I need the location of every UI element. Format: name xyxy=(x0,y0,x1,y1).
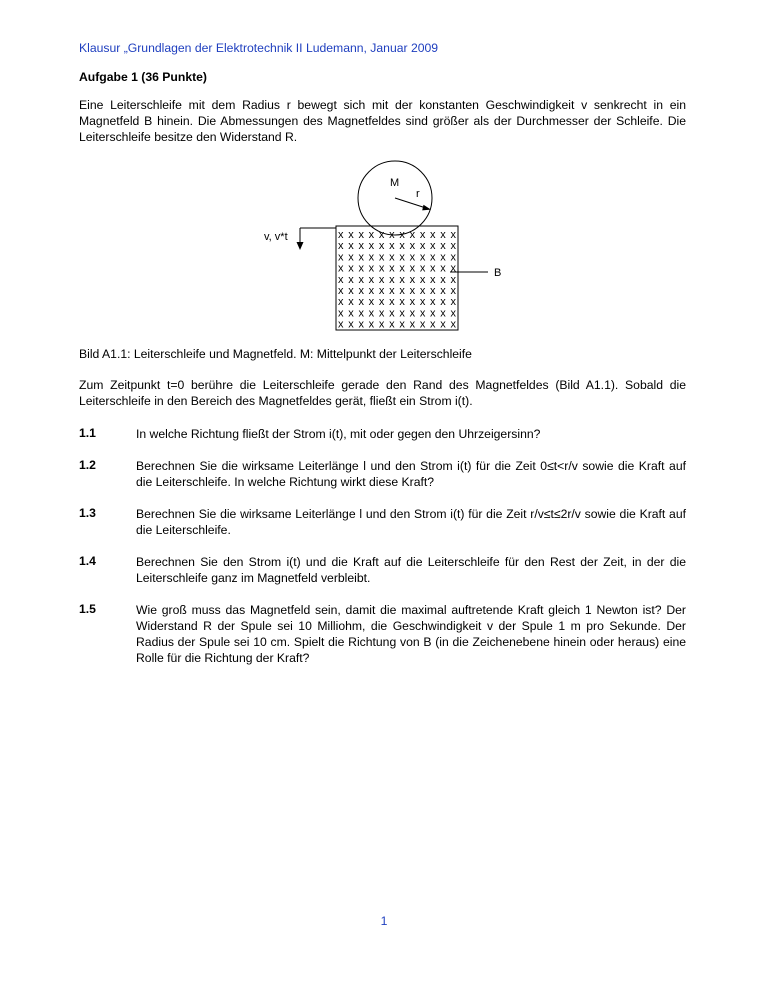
page-number: 1 xyxy=(380,914,388,928)
question-number: 1.2 xyxy=(79,458,96,472)
question-text: Wie groß muss das Magnetfeld sein, damit die maximal auftretende Kraft gleich 1 Newton ist? Der Widerstand R der Spule sei 10 Milliohm, die Geschwindigkeit v der Spule 1 m pro Sekunde. Der Radius der Spule sei 10 cm. Spielt die Richtung von B (in die Zeichenebene hinein oder heraus) eine Rolle für die Richtung der Kraft? xyxy=(136,603,686,665)
figure-loop-and-field xyxy=(250,160,520,340)
question-number: 1.5 xyxy=(79,602,96,616)
figure-diagram xyxy=(250,160,520,340)
field-mark-row: xxxxxxxxxxxx xyxy=(338,318,456,331)
field-mark-row: xxxxxxxxxxxx xyxy=(338,229,456,241)
question-number: 1.3 xyxy=(79,506,96,520)
question-item xyxy=(79,458,686,490)
field-marks xyxy=(338,229,457,331)
field-mark-row: xxxxxxxxxxxx xyxy=(338,296,456,309)
question-number: 1.1 xyxy=(79,426,96,440)
question-text: Berechnen Sie die wirksame Leiterlänge l und den Strom i(t) für die Zeit 0≤t<r/v sowie die Kraft auf die Leiterschleife. In welche Richtung wirkt diese Kraft? xyxy=(136,459,686,489)
question-item xyxy=(79,506,686,538)
field-mark-row: xxxxxxxxxxxx xyxy=(338,251,456,264)
radius-arrow-head xyxy=(422,205,431,211)
field-label: B xyxy=(494,267,502,279)
question-text: In welche Richtung fließt der Strom i(t), mit oder gegen den Uhrzeigersinn? xyxy=(136,427,541,441)
task-title: Aufgabe 1 (36 Punkte) xyxy=(79,70,207,84)
field-mark-row: xxxxxxxxxxxx xyxy=(338,307,456,320)
field-mark-row: xxxxxxxxxxxx xyxy=(338,273,456,286)
figure-caption: Bild A1.1: Leiterschleife und Magnetfeld. M: Mittelpunkt der Leiterschleife xyxy=(79,347,472,361)
center-label: M xyxy=(390,177,400,189)
radius-label: r xyxy=(416,188,420,200)
field-mark-row: xxxxxxxxxxxx xyxy=(338,240,456,253)
page-header: Klausur „Grundlagen der Elektrotechnik II Ludemann, Januar 2009 xyxy=(79,41,439,55)
question-item xyxy=(79,426,686,442)
intro-paragraph: Eine Leiterschleife mit dem Radius r bewegt sich mit der konstanten Geschwindigkeit v senkrecht in ein Magnetfeld B hinein. Die Abmessungen des Magnetfeldes sind größer als der Durchmesser der Schleife. Die Leiterschleife besitze den Widerstand R. xyxy=(79,98,686,144)
question-item xyxy=(79,554,686,586)
field-mark-row: xxxxxxxxxxxx xyxy=(338,262,456,275)
question-item xyxy=(79,602,686,666)
question-text: Berechnen Sie die wirksame Leiterlänge l und den Strom i(t) für die Zeit r/v≤t≤2r/v sowie die Kraft auf die Leiterschleife. xyxy=(136,507,686,537)
velocity-label: v, v*t xyxy=(264,231,288,243)
velocity-arrow-head xyxy=(297,242,304,250)
question-number: 1.4 xyxy=(79,554,96,568)
situation-paragraph: Zum Zeitpunkt t=0 berühre die Leiterschleife gerade den Rand des Magnetfeldes (Bild A1.1). Sobald die Leiterschleife in den Bereich des Magnetfeldes gerät, fließt ein Strom i(t). xyxy=(79,378,686,408)
field-mark-row: xxxxxxxxxxxx xyxy=(338,285,456,297)
question-text: Berechnen Sie den Strom i(t) und die Kraft auf die Leiterschleife für den Rest der Zeit, in der die Leiterschleife ganz im Magnetfeld verbleibt. xyxy=(136,555,686,585)
